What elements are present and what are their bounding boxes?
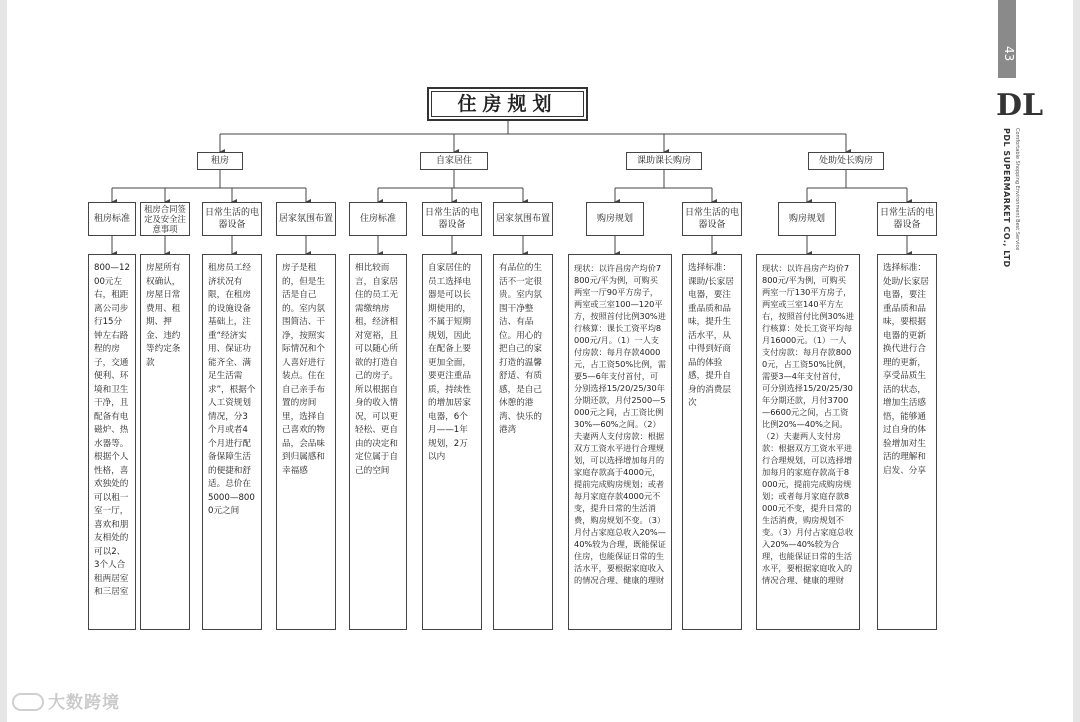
brand-mark: DL: [996, 88, 1044, 123]
leaf-section-purchase: 购房规划: [586, 202, 644, 236]
brand-tagline: Comfortable Shopping Environment Best Service: [1014, 128, 1020, 251]
content-home-standard: 相比较而言，自家居住的员工无需缴纳房租，经济相对宽裕，且可以随心所欲的打造自己的房子。所以根据自身的收入情况，可以更轻松、更自由的决定和定位属于自己的空间: [349, 254, 407, 630]
leaf-rent-appliances: 日常生活的电器设备: [202, 202, 262, 236]
branch-section-manager: 课助课长购房: [626, 152, 702, 170]
content-dept-purchase: 现状：以许昌房产均价7800元/平为例，可购买两室一厅130平方房子，两室或三室140平方左右，按照首付比例30%进行核算：处长工资平均每月16000元。（1）一人支付房款：每月存款8000元，占工资50%比例，需要3—4年支付首付，可分别选择15/20/25/30年分期还款，月付3700—6600元之间，占工资比例20%—40%之间。（2）夫妻两人支付房款：根据双方工资水平进行合理规划，可以选择增加每月的家庭存款高于8000元，提前完成购房规划；或者每月家庭存款8000元不变，提升日常的生活消费，购房规划不变。（3）月付占家庭总收入20%—40%较为合理，也能保证日常的生活水平，要根据家庭收入的情况合理、健康的理财: [756, 254, 860, 630]
content-rent-contract: 房屋所有权确认，房屋日常费用、租期、押金、违约等约定条款: [140, 254, 190, 630]
leaf-home-decor: 居家氛围布置: [493, 202, 553, 236]
content-rent-decor: 房子是租的，但是生活是自己的。室内氛围简洁、干净，按照实际情况和个人喜好进行装点。住在自己亲手布置的房间里，选择自己喜欢的物品，会品味到归属感和幸福感: [276, 254, 336, 630]
branch-own-home: 自家居住: [420, 152, 488, 170]
watermark-logo-icon: [12, 693, 44, 711]
content-section-purchase: 现状：以许昌房产均价7800元/平为例，可购买两室一厅90平方房子，两室或三室100—120平方，按照首付比例30%进行核算：课长工资平均8000元/月。（1）一人支付房款：每月存款4000元，占工资50%比例，需要5—6年支付首付，可分别选择15/20/25/30年分期还款，月付2500—5000元之间，占工资比例30%—60%之间。（2）夫妻两人支付房款：根据双方工资水平进行合理规划，可以选择增加每月的家庭存款高于4000元，提前完成购房规划；或者每月家庭存款4000元不变，提升日常的生活消费，购房规划不变。（3）月付占家庭总收入20%—40%较为合理，既能保证住房，也能保证日常的生活水平，要根据家庭收入的情况合理、健康的理财: [568, 254, 672, 630]
leaf-rent-standard: 租房标准: [88, 202, 136, 236]
chart-title-text: 住房规划: [457, 93, 558, 115]
leaf-home-appliances: 日常生活的电器设备: [422, 202, 482, 236]
leaf-dept-purchase: 购房规划: [778, 202, 836, 236]
leaf-home-standard: 住房标准: [349, 202, 407, 236]
brand-name: PDL SUPERMARKET CO., LTD: [1002, 128, 1011, 268]
watermark-text: 大数跨境: [48, 693, 120, 713]
page-number: 43: [1002, 46, 1016, 62]
content-section-appliances: 选择标准：课助/长家居电器，要注重品质和品味，提升生活水平，从中得到好商品的体验感，提升自身的消费层次: [682, 254, 742, 630]
content-rent-standard: 800—1200元左右，租距离公司步行15分钟左右路程的房子，交通便利、环境和卫生干净，且配备有电磁炉、热水器等。根据个人性格，喜欢独处的可以租一室一厅，喜欢和朋友相处的可以2、3个人合租两居室和三居室: [88, 254, 136, 630]
content-rent-appliances: 租房员工经济状况有限，在租房的设施设备基础上，注重“经济实用、保证功能齐全、满足生活需求”，根据个人工资规划情况，分3个月或者4个月进行配备保障生活的便捷和舒适。总价在5000—8000元之间: [202, 254, 262, 630]
watermark: [12, 688, 120, 713]
content-dept-appliances: 选择标准：处助/长家居电器，要注重品质和品味，要根据电器的更新换代进行合理的更新，享受品质生活的状态，增加生活感悟，能够通过自身的体验增加对生活的理解和启发、分享: [877, 254, 937, 630]
leaf-dept-appliances: 日常生活的电器设备: [877, 202, 937, 236]
leaf-section-appliances: 日常生活的电器设备: [682, 202, 742, 236]
branch-department-manager: 处助处长购房: [808, 152, 884, 170]
content-home-appliances: 自家居住的员工选择电器是可以长期使用的，不属于短期规划，因此在配备上要更加全面，要更注重品质，持续性的增加居家电器，6个月——1年规划，2万以内: [422, 254, 482, 630]
leaf-rent-decor: 居家氛围布置: [276, 202, 336, 236]
chart-title: [427, 87, 588, 121]
branch-renting: 租房: [197, 152, 243, 170]
leaf-rent-contract: 租房合同签定及安全注意事项: [140, 202, 190, 236]
content-home-decor: 有品位的生活不一定很贵。室内氛围干净整洁、有品位。用心的把自己的家打造的温馨舒适、有质感，是自己休憩的港湾、快乐的港湾: [493, 254, 553, 630]
